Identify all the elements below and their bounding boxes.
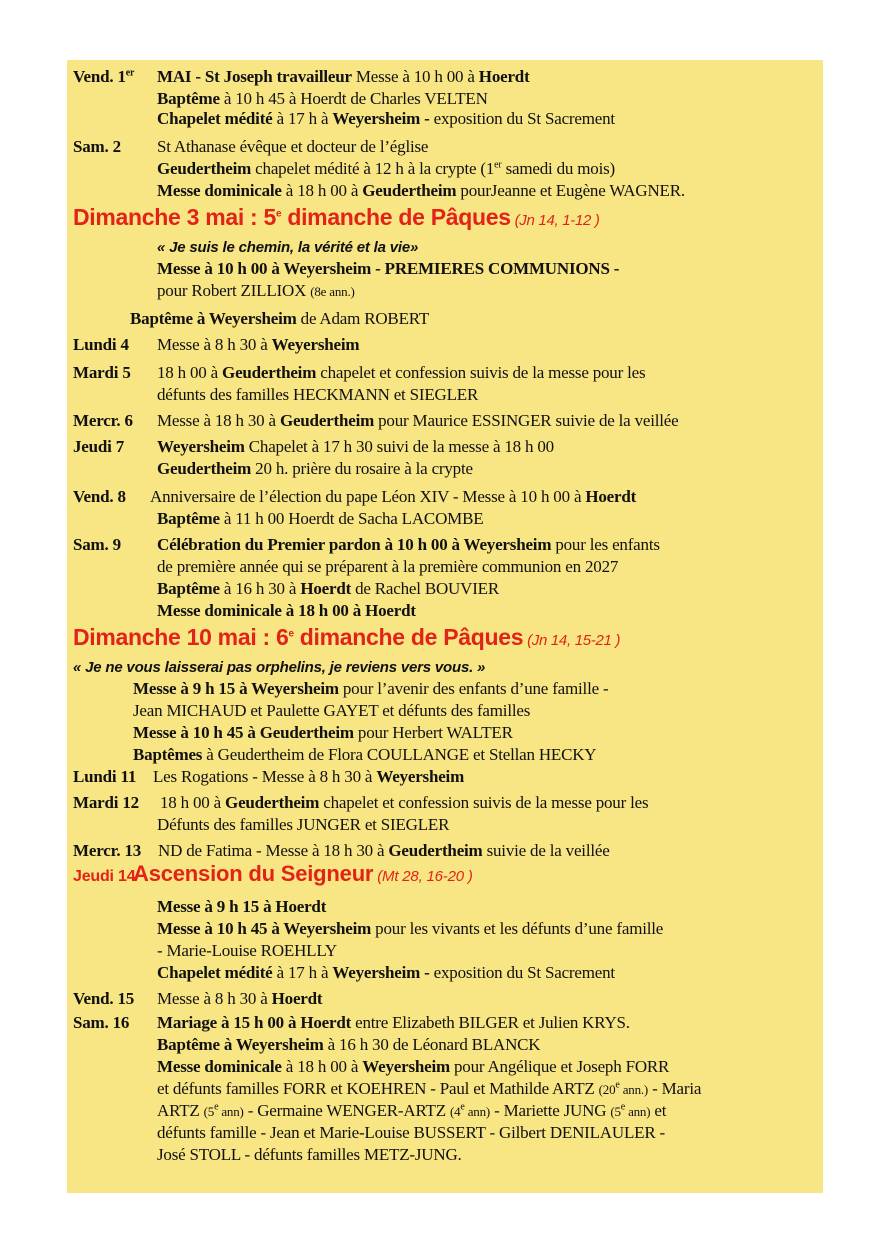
text-segment: (20 — [598, 1082, 616, 1097]
text-segment: 18 h 00 à — [157, 363, 223, 382]
schedule-line — [67, 1144, 823, 1166]
text-segment: pour Angélique et Joseph FORR — [449, 1057, 670, 1076]
day-label — [73, 792, 139, 814]
schedule-line — [67, 384, 823, 406]
text-segment: ND de Fatima - Messe à 18 h 30 à — [158, 841, 389, 860]
schedule-line — [67, 508, 823, 530]
text-segment: Défunts des familles JUNGER et SIEGLER — [157, 815, 450, 834]
bold-text: Hoerdt — [300, 579, 352, 598]
schedule-line — [67, 136, 823, 158]
bold-text: MAI - St Joseph travailleur — [157, 67, 352, 86]
schedule-line — [67, 814, 823, 836]
schedule-text — [157, 66, 530, 88]
text-segment: pour Herbert WALTER — [353, 723, 513, 742]
text-segment: pour l’avenir des enfants d’une famille - — [338, 679, 609, 698]
text-segment: (8e ann.) — [310, 284, 355, 299]
text-segment: - Marie-Louise ROEHLLY — [157, 941, 337, 960]
scripture-reference: (Jn 14, 1-12 ) — [510, 212, 600, 229]
text-segment: José STOLL - défunts familles METZ-JUNG. — [157, 1145, 462, 1164]
schedule-line — [67, 1012, 823, 1034]
schedule-line — [67, 1078, 823, 1100]
bold-text: Messe à 10 h 45 à Geudertheim — [133, 723, 354, 742]
schedule-line — [67, 1056, 823, 1078]
day-label-text: Jeudi 14 — [73, 868, 136, 885]
day-label-text: Mardi 12 — [73, 793, 139, 812]
text-segment: Anniversaire de l’élection du pape Léon XIV - Messe à 10 h 00 à — [150, 487, 586, 506]
schedule-text — [157, 88, 488, 110]
schedule-line — [67, 1034, 823, 1056]
text-segment: Messe à 8 h 30 à — [157, 335, 272, 354]
text-segment: à 17 h à — [272, 109, 333, 128]
sunday-title: Dimanche 10 mai : 6 — [73, 624, 289, 650]
schedule-line — [67, 158, 823, 180]
day-label-text: Vend. 15 — [73, 989, 135, 1008]
feast-title: Ascension du Seigneur — [133, 861, 374, 886]
text-segment: e — [620, 1101, 626, 1113]
schedule-line — [67, 918, 823, 940]
schedule-text — [133, 744, 596, 766]
text-segment: suivie de la veillée — [482, 841, 610, 860]
text-segment: chapelet médité à 12 h à la crypte (1 — [251, 159, 495, 178]
schedule-text — [157, 814, 449, 836]
bold-text: Chapelet médité — [157, 109, 273, 128]
schedule-text — [158, 840, 610, 862]
text-segment: Chapelet à 17 h 30 suivi de la messe à 18 h 00 — [244, 437, 554, 456]
bold-text: Weyersheim — [157, 437, 245, 456]
schedule-text — [157, 384, 478, 406]
day-label — [73, 534, 121, 556]
bold-text: Mariage à 15 h 00 à Hoerdt — [157, 1013, 352, 1032]
sunday-heading — [73, 622, 620, 652]
text-segment: ann) — [464, 1104, 491, 1119]
text-segment: de Adam ROBERT — [296, 309, 430, 328]
schedule-line — [67, 258, 823, 280]
schedule-text — [130, 308, 429, 330]
text-segment: de première année qui se préparent à la première communion en 2027 — [157, 557, 619, 576]
text-segment: ann) — [218, 1104, 244, 1119]
bold-text: Weyersheim - — [332, 963, 430, 982]
text-segment: ann.) — [619, 1082, 649, 1097]
text-segment: pour Maurice ESSINGER suivie de la veillée — [374, 411, 679, 430]
schedule-line — [67, 280, 823, 302]
schedule-text — [157, 988, 322, 1010]
scripture-reference: (Mt 28, 16-20 ) — [373, 868, 473, 885]
bold-text: Baptême — [157, 89, 220, 108]
schedule-line — [67, 656, 823, 678]
schedule-text — [157, 600, 416, 622]
bold-text: Célébration du Premier pardon à 10 h 00 à Weyersheim — [157, 535, 552, 554]
day-label — [73, 136, 121, 158]
sunday-title-rest: dimanche de Pâques — [293, 624, 524, 650]
schedule-text — [157, 258, 619, 280]
bold-text: Baptême à Weyersheim — [157, 1035, 324, 1054]
text-segment: St Athanase évêque et docteur de l’église — [157, 137, 429, 156]
schedule-text — [157, 962, 615, 984]
bold-text: Messe à 10 h 00 à Weyersheim - PREMIERES COMMUNIONS - — [157, 259, 620, 278]
schedule-text — [157, 578, 499, 600]
text-segment: exposition du St Sacrement — [429, 109, 615, 128]
schedule-text — [157, 410, 678, 432]
text-segment: à 17 h à — [272, 963, 333, 982]
day-label-text: Sam. 2 — [73, 137, 121, 156]
day-label-text: Sam. 16 — [73, 1013, 130, 1032]
sunday-title-sup: e — [275, 208, 282, 220]
bold-text: Geudertheim — [362, 181, 457, 200]
day-label-text: Lundi 11 — [73, 767, 137, 786]
day-label-sup: er — [125, 67, 135, 79]
schedule-line — [67, 578, 823, 600]
bold-text: Baptême à Weyersheim — [130, 309, 297, 328]
sunday-heading — [73, 202, 600, 232]
text-segment: er — [494, 159, 502, 171]
bold-text: Messe dominicale — [157, 181, 282, 200]
text-segment: défunts famille - Jean et Marie-Louise BUSSERT - Gilbert DENILAULER - — [157, 1123, 665, 1142]
text-segment: e — [615, 1079, 620, 1091]
schedule-text — [157, 940, 337, 962]
bold-text: Weyersheim — [362, 1057, 450, 1076]
bold-text: Weyersheim - — [332, 109, 430, 128]
schedule-line — [67, 792, 823, 814]
schedule-text — [157, 280, 355, 303]
day-label — [73, 866, 135, 888]
day-label-text: Lundi 4 — [73, 335, 129, 354]
schedule-text — [157, 458, 473, 480]
schedule-line — [67, 988, 823, 1010]
bold-text: Hoerdt — [271, 989, 323, 1008]
text-segment: - Maria — [648, 1079, 702, 1098]
bold-text: Geudertheim — [388, 841, 483, 860]
gospel-quote: « Je ne vous laisserai pas orphelins, je reviens vers vous. » — [73, 659, 486, 676]
schedule-line — [67, 556, 823, 578]
bold-text: Geudertheim — [157, 459, 252, 478]
schedule-line — [67, 66, 823, 88]
schedule-line — [67, 744, 823, 766]
schedule-line — [67, 861, 823, 892]
text-segment: pour Robert ZILLIOX — [157, 281, 311, 300]
bold-text: Messe à 9 h 15 à Weyersheim — [133, 679, 339, 698]
schedule-line — [67, 410, 823, 432]
bold-text: Baptêmes — [133, 745, 203, 764]
ascension-heading — [133, 863, 473, 888]
schedule-line — [67, 308, 823, 330]
schedule-text — [157, 1012, 630, 1034]
day-label — [73, 1012, 129, 1034]
schedule-text — [73, 656, 485, 679]
schedule-text — [153, 766, 464, 788]
bold-text: Baptême — [157, 579, 220, 598]
text-segment: (4 — [449, 1104, 461, 1119]
text-segment: 18 h 00 à — [160, 793, 226, 812]
schedule-text — [157, 108, 615, 130]
text-segment: chapelet et confession suivis de la messe pour les — [319, 793, 649, 812]
text-segment: chapelet et confession suivis de la messe pour les — [316, 363, 646, 382]
schedule-line — [67, 678, 823, 700]
schedule-text — [157, 508, 483, 530]
schedule-text — [157, 1078, 701, 1101]
day-label-text: Mercr. 13 — [73, 841, 142, 860]
schedule-line — [67, 236, 823, 258]
text-segment: à 18 h 00 à — [281, 181, 363, 200]
bold-text: Chapelet médité — [157, 963, 273, 982]
day-label-text: Vend. 1 — [73, 67, 126, 86]
bold-text: Geudertheim — [279, 411, 375, 430]
schedule-line — [67, 1122, 823, 1144]
schedule-text — [157, 334, 359, 356]
text-segment: à 18 h 00 à — [281, 1057, 363, 1076]
schedule-text — [157, 136, 428, 158]
sunday-title-rest: dimanche de Pâques — [281, 204, 511, 230]
text-segment: 20 h. prière du rosaire à la crypte — [251, 459, 473, 478]
schedule-text — [157, 436, 554, 458]
text-segment: - Germaine WENGER-ARTZ — [243, 1101, 450, 1120]
bold-text: Messe dominicale — [157, 1057, 282, 1076]
text-segment: - Mariette JUNG — [490, 1101, 611, 1120]
text-segment: de Rachel BOUVIER — [351, 579, 499, 598]
schedule-line — [67, 486, 823, 508]
bold-text: Hoerdt — [585, 487, 637, 506]
bold-text: Geudertheim — [222, 363, 317, 382]
text-segment: exposition du St Sacrement — [429, 963, 615, 982]
schedule-text — [157, 918, 663, 940]
schedule-line — [67, 180, 823, 202]
text-segment: et — [650, 1101, 667, 1120]
schedule-text — [160, 792, 648, 814]
schedule-text — [150, 486, 636, 508]
schedule-text — [157, 896, 326, 918]
schedule-text — [157, 158, 615, 180]
day-label — [73, 988, 134, 1010]
text-segment: ann) — [625, 1104, 651, 1119]
day-label — [73, 410, 133, 432]
schedule-text — [157, 534, 660, 556]
schedule-line — [67, 940, 823, 962]
text-segment: défunts des familles HECKMANN et SIEGLER — [157, 385, 479, 404]
bold-text: Messe à 10 h 45 à Weyersheim — [157, 919, 372, 938]
day-label — [73, 766, 136, 788]
day-label — [73, 436, 124, 458]
schedule-line — [67, 458, 823, 480]
day-label-text: Sam. 9 — [73, 535, 121, 554]
bold-text: Messe dominicale à 18 h 00 à Hoerdt — [157, 601, 416, 620]
day-label-text: Jeudi 7 — [73, 437, 125, 456]
text-segment: (5 — [610, 1104, 621, 1119]
text-segment: Messe à 18 h 30 à — [157, 411, 280, 430]
day-label — [73, 66, 134, 88]
schedule-text — [133, 678, 608, 700]
schedule-line — [67, 896, 823, 918]
schedule-text — [157, 1122, 665, 1144]
day-label — [73, 362, 131, 384]
schedule-text — [157, 180, 685, 202]
schedule-panel — [67, 60, 823, 1193]
schedule-line — [67, 1100, 823, 1122]
schedule-line — [67, 766, 823, 788]
bold-text: Weyersheim — [271, 335, 360, 354]
bold-text: Geudertheim — [157, 159, 252, 178]
text-segment: samedi du mois) — [501, 159, 615, 178]
bold-text: Hoerdt — [478, 67, 530, 86]
text-segment: ARTZ — [157, 1101, 204, 1120]
text-segment: Jean MICHAUD et Paulette GAYET et défunts des familles — [133, 701, 531, 720]
schedule-text — [133, 722, 513, 744]
text-segment: entre Elizabeth BILGER et Julien KRYS. — [351, 1013, 630, 1032]
schedule-text — [157, 236, 418, 259]
text-segment: Messe à 10 h 00 à — [351, 67, 479, 86]
day-label-text: Mardi 5 — [73, 363, 131, 382]
text-segment: à 11 h 00 Hoerdt de Sacha LACOMBE — [219, 509, 484, 528]
text-segment: Messe à 8 h 30 à — [157, 989, 272, 1008]
bold-text: Baptême — [157, 509, 220, 528]
schedule-text — [157, 556, 618, 578]
schedule-line — [67, 600, 823, 622]
day-label-text: Mercr. 6 — [73, 411, 133, 430]
text-segment: et défunts familles FORR et KOEHREN - Paul et Mathilde ARTZ — [157, 1079, 599, 1098]
schedule-text — [157, 1056, 669, 1078]
schedule-line — [67, 962, 823, 984]
schedule-line — [67, 362, 823, 384]
text-segment: (5 — [203, 1104, 215, 1119]
text-segment: pour les vivants et les défunts d’une famille — [371, 919, 664, 938]
bold-text: Geudertheim — [225, 793, 320, 812]
text-segment: à Geudertheim de Flora COULLANGE et Stellan HECKY — [202, 745, 597, 764]
sunday-title-sup: e — [288, 628, 294, 640]
text-segment: Les Rogations - Messe à 8 h 30 à — [153, 767, 377, 786]
schedule-line — [67, 88, 823, 110]
text-segment: pour les enfants — [551, 535, 660, 554]
day-label-text: Vend. 8 — [73, 487, 126, 506]
schedule-line — [67, 840, 823, 862]
schedule-line — [67, 722, 823, 744]
schedule-line — [67, 700, 823, 722]
day-label — [73, 840, 141, 862]
text-segment: à 16 h 30 à — [219, 579, 301, 598]
text-segment: à 10 h 45 à Hoerdt de Charles VELTEN — [219, 89, 488, 108]
day-label — [73, 334, 129, 356]
schedule-line — [67, 534, 823, 556]
schedule-text — [157, 1100, 666, 1123]
bold-text: Weyersheim — [376, 767, 465, 786]
day-label — [73, 486, 126, 508]
schedule-text — [157, 1034, 540, 1056]
bold-text: Messe à 9 h 15 à Hoerdt — [157, 897, 327, 916]
scripture-reference: (Jn 14, 15-21 ) — [523, 632, 621, 649]
sunday-title: Dimanche 3 mai : 5 — [73, 204, 276, 230]
schedule-text — [133, 700, 530, 722]
schedule-text — [157, 362, 645, 384]
gospel-quote: « Je suis le chemin, la vérité et la vie» — [157, 239, 419, 256]
schedule-line — [67, 108, 823, 130]
schedule-line — [67, 334, 823, 356]
text-segment: e — [214, 1101, 219, 1113]
schedule-line — [67, 436, 823, 458]
schedule-text — [157, 1144, 462, 1166]
text-segment: e — [460, 1101, 465, 1113]
text-segment: à 16 h 30 de Léonard BLANCK — [323, 1035, 541, 1054]
text-segment: pourJeanne et Eugène WAGNER. — [456, 181, 685, 200]
